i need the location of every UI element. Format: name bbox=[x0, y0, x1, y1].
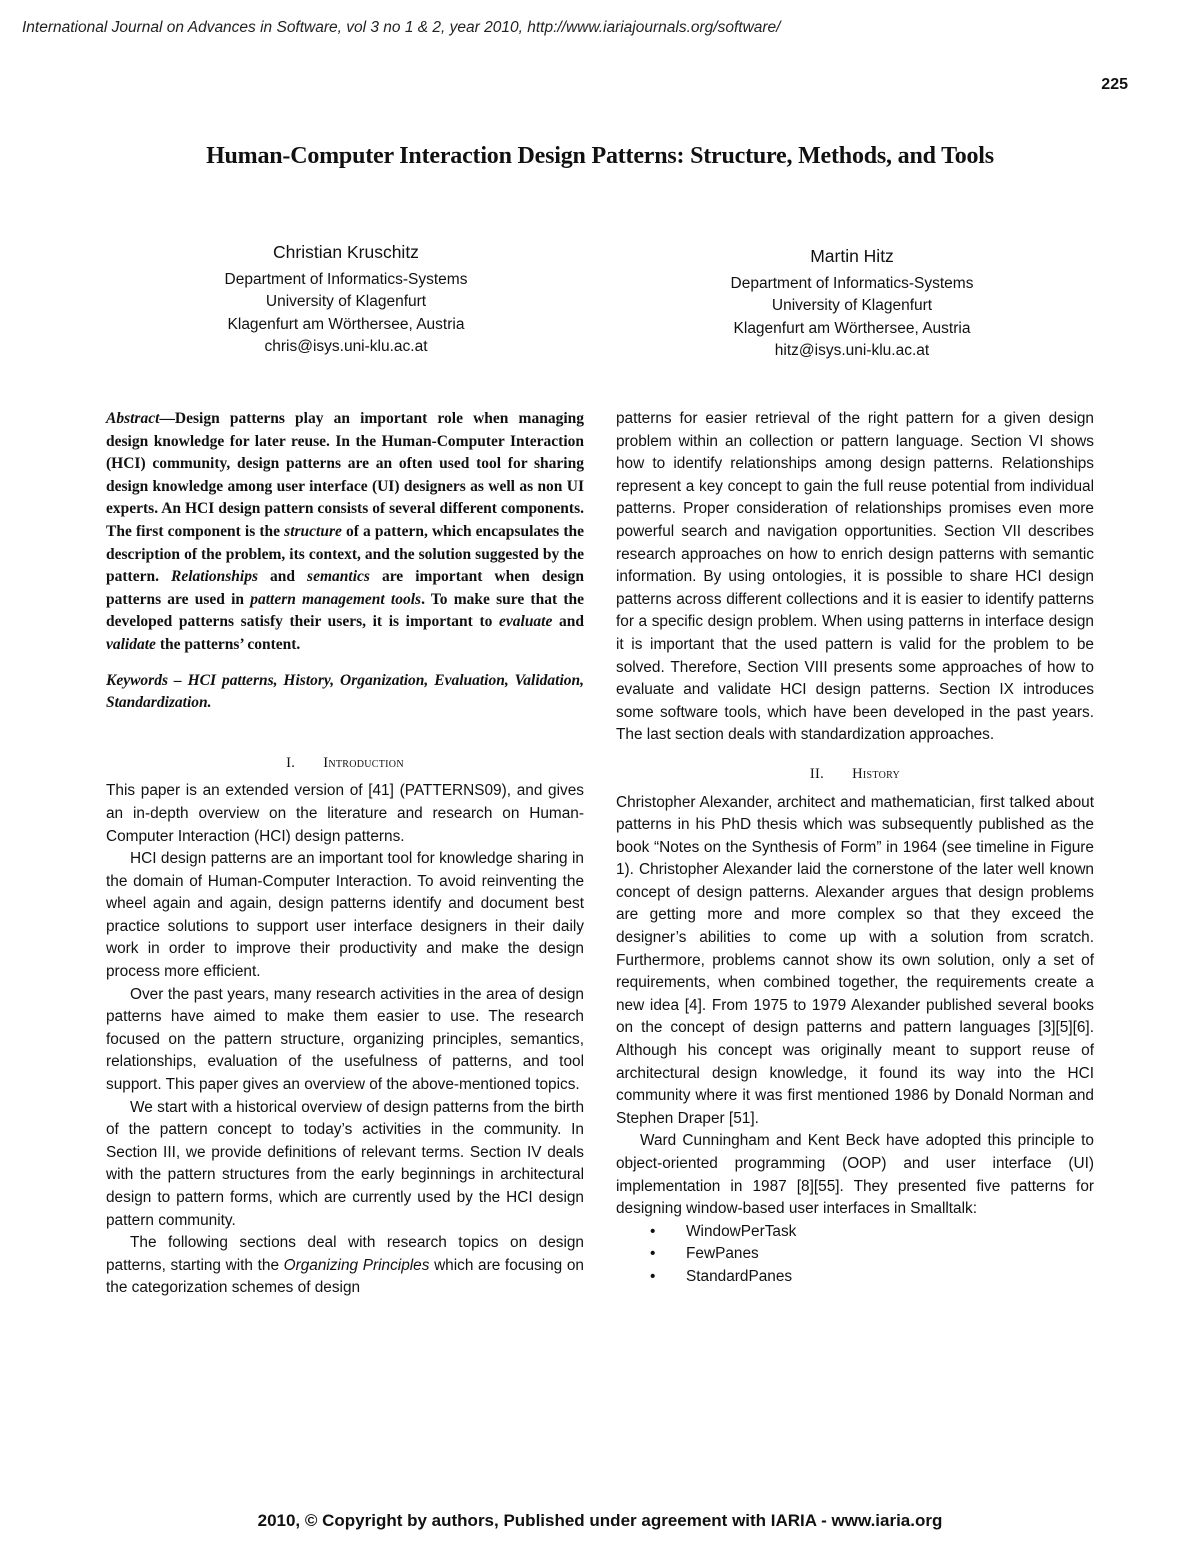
author-location: Klagenfurt am Wörthersee, Austria bbox=[227, 315, 465, 333]
copyright-footer: 2010, © Copyright by authors, Published under agreement with IARIA - www.iaria.org bbox=[257, 1511, 943, 1530]
abstract bbox=[106, 408, 584, 657]
abstract-text: and bbox=[257, 568, 308, 586]
journal-header: International Journal on Advances in Software, vol 3 no 1 & 2, year 2010, http://www.iariajournals.org/software/ bbox=[22, 19, 781, 36]
abstract-emphasis: evaluate bbox=[499, 613, 553, 631]
abstract-emphasis: validate bbox=[106, 635, 156, 653]
section-heading-introduction bbox=[106, 752, 584, 775]
list-item-label: FewPanes bbox=[686, 1245, 759, 1263]
pattern-list bbox=[616, 1221, 1094, 1289]
abstract-text: and bbox=[552, 613, 584, 631]
keywords: Keywords – HCI patterns, History, Organization, Evaluation, Validation, Standardization. bbox=[106, 671, 584, 712]
section-title: Introduction bbox=[323, 754, 404, 771]
list-item bbox=[616, 1221, 1094, 1244]
intro-paragraph-1: This paper is an extended version of [41] (PATTERNS09), and gives an in-depth overview on the literature and research on Human-Computer Interaction (HCI) design patterns. bbox=[106, 782, 584, 845]
history-paragraph-2: Ward Cunningham and Kent Beck have adopted this principle to object-oriented programming (OOP) and user interface (UI) implementation in 1987 [8][55]. They presented five patterns for designing window-based user interfaces in Smalltalk: bbox=[616, 1132, 1094, 1218]
page-number: 225 bbox=[1101, 76, 1128, 93]
bullet-icon: • bbox=[650, 1245, 656, 1263]
abstract-label: Abstract bbox=[106, 410, 160, 427]
section-number: I. bbox=[286, 754, 296, 771]
paragraph-text: The following sections deal with research topics on design patterns, starting with the bbox=[106, 1234, 584, 1274]
paragraph-text: which are focusing on the categorization schemes of design bbox=[106, 1256, 584, 1297]
abstract-text: Design patterns play an important role when managing design knowledge for later reuse. In the Human-Computer Interaction (HCI) community, design patterns are an often used tool for sharing design knowledge among user interface (UI) designers as well as non UI experts. An HCI design pattern consists of several different components. The first component is the bbox=[106, 410, 584, 540]
author-name: Martin Hitz bbox=[810, 246, 894, 266]
intro-paragraph-3: Over the past years, many research activities in the area of design patterns have aimed to make them easier to use. The research focused on the pattern structure, organizing principles, semantics, relationships, evaluation of the usefulness of patterns, and tool support. This paper gives an overview of the above-mentioned topics. bbox=[106, 985, 584, 1094]
paragraph-emphasis: Organizing Principles bbox=[283, 1256, 430, 1274]
left-column bbox=[106, 408, 584, 1300]
section-heading-history bbox=[616, 763, 1094, 786]
abstract-text: of a pattern, which encapsulates the description of the problem, its context, and the solution suggested by the pattern. bbox=[106, 522, 584, 586]
abstract-text: the patterns’ content. bbox=[155, 635, 301, 653]
abstract-emphasis: structure bbox=[284, 522, 342, 540]
author-email: chris@isys.uni-klu.ac.at bbox=[264, 338, 428, 355]
author-location: Klagenfurt am Wörthersee, Austria bbox=[733, 319, 971, 337]
section-title: History bbox=[852, 765, 901, 782]
bullet-icon: • bbox=[650, 1267, 656, 1285]
list-item-label: StandardPanes bbox=[686, 1267, 793, 1285]
author-block-1 bbox=[136, 241, 556, 359]
author-block-2 bbox=[642, 245, 1062, 363]
section-number: II. bbox=[809, 765, 825, 782]
abstract-dash: — bbox=[159, 410, 175, 427]
author-university: University of Klagenfurt bbox=[265, 293, 427, 310]
author-university: University of Klagenfurt bbox=[771, 297, 933, 314]
abstract-emphasis: pattern management tools bbox=[250, 590, 422, 608]
abstract-text: are important when design patterns are used in bbox=[106, 568, 584, 608]
bullet-icon: • bbox=[650, 1222, 656, 1240]
list-item bbox=[616, 1243, 1094, 1266]
abstract-emphasis: semantics bbox=[307, 568, 370, 586]
paper-title: Human-Computer Interaction Design Patterns: Structure, Methods, and Tools bbox=[206, 143, 994, 169]
intro-paragraph-5-continued: patterns for easier retrieval of the right pattern for a given design problem within an collection or pattern language. Section VI shows how to identify relationships among design patterns. Relationships represent a key concept to gain the full reuse potential from individual patterns. Proper consideration of relationships promises even more powerful search and navigation opportunities. Section VII describes research approaches on how to enrich design patterns with semantic information. By using ontologies, it is possible to share HCI design patterns across different collections and it is easier to identify patterns for a specific design problem. When using patterns in interface design it is important that the used pattern is valid for the problem to be solved. Therefore, Section VIII presents some approaches of how to evaluate and validate HCI design patterns. Section IX introduces some software tools, which have been developed in the past years. The last section deals with standardization approaches. bbox=[616, 410, 1094, 744]
right-column bbox=[616, 408, 1094, 1289]
author-name: Christian Kruschitz bbox=[273, 242, 419, 262]
author-department: Department of Informatics-Systems bbox=[730, 274, 974, 292]
author-email: hitz@isys.uni-klu.ac.at bbox=[774, 342, 930, 359]
abstract-emphasis: Relationships bbox=[170, 568, 258, 586]
author-department: Department of Informatics-Systems bbox=[224, 270, 468, 288]
abstract-text: . To make sure that the developed patterns satisfy their users, it is important to bbox=[106, 590, 584, 631]
intro-paragraph-2: HCI design patterns are an important tool for knowledge sharing in the domain of Human-Computer Interaction. To avoid reinventing the wheel again and again, design patterns identify and document best practice solutions to support user interface designers in their daily work in order to improve their productivity and make the design process more efficient. bbox=[106, 850, 584, 981]
intro-paragraph-4: We start with a historical overview of design patterns from the birth of the pattern concept to today’s activities in the community. In Section III, we provide definitions of relevant terms. Section IV deals with the pattern structures from the early beginnings in architectural design to pattern forms, which are currently used by the HCI design pattern community. bbox=[106, 1098, 584, 1229]
intro-paragraph-5 bbox=[106, 1232, 584, 1300]
history-paragraph-1: Christopher Alexander, architect and mathematician, first talked about patterns in his PhD thesis which was subsequently published as the book “Notes on the Synthesis of Form” in 1964 (see timeline in Figure 1). Christopher Alexander laid the cornerstone of the later well known concept of design patterns. Alexander argues that design problems are getting more and more complex so that they exceed the designer’s abilities to come up with a solution from scratch. Furthermore, problems cannot show its own solution, only a set of requirements, when combined together, the requirements create a new idea [4]. From 1975 to 1979 Alexander published several books on the concept of design patterns and pattern languages [3][5][6]. Although his concept was originally meant to support reuse of architectural design knowledge, it found its way into the HCI community where it was first mentioned 1986 by Donald Norman and Stephen Draper [51]. bbox=[616, 793, 1094, 1127]
list-item bbox=[616, 1266, 1094, 1289]
list-item-label: WindowPerTask bbox=[686, 1222, 797, 1240]
